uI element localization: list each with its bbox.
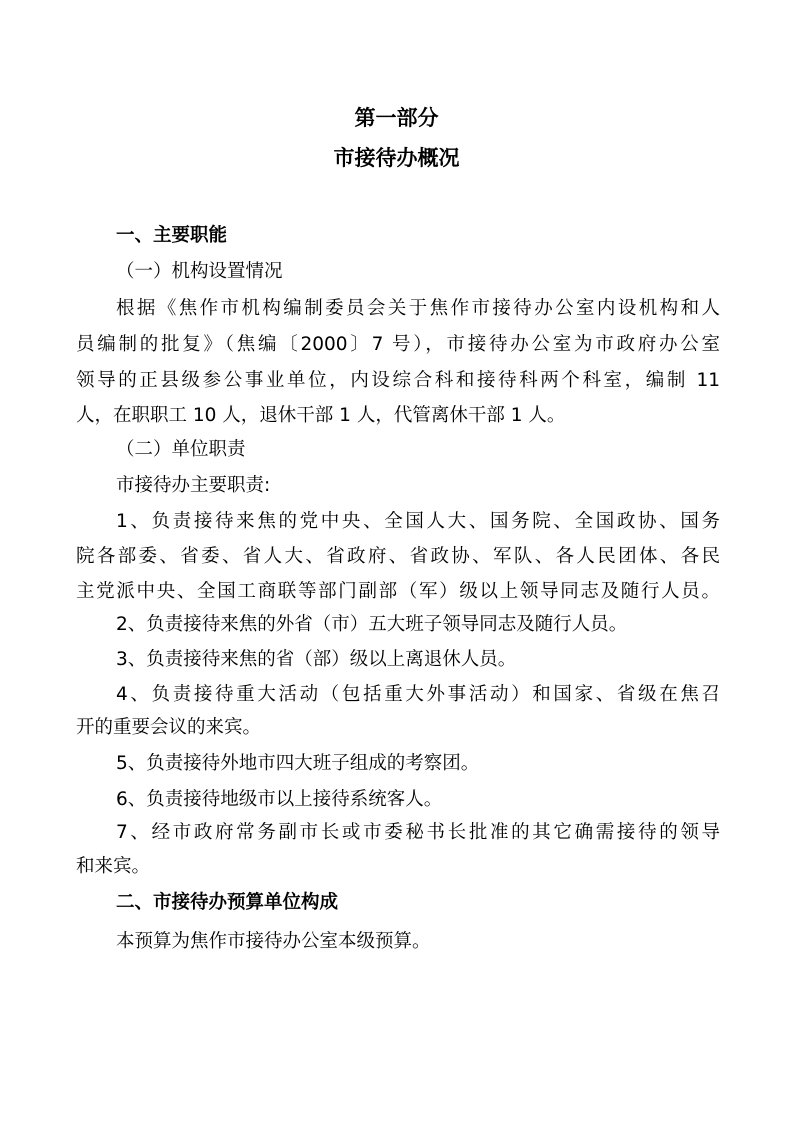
- part-title: 第一部分: [354, 106, 439, 130]
- subsection-heading-duties: （二）单位职责: [116, 439, 246, 460]
- duties-intro: 市接待办主要职责:: [116, 475, 271, 496]
- duty-line: 3、负责接待来焦的省（部）级以上离退休人员。: [116, 649, 517, 670]
- subsection-heading-organization: （一）机构设置情况: [116, 261, 283, 282]
- duty-line: 和来宾。: [76, 856, 151, 877]
- duty-line: 1、负责接待来焦的党中央、全国人大、国务院、全国政协、国务: [116, 511, 720, 532]
- budget-text: 本预算为焦作市接待办公室本级预算。: [116, 931, 431, 952]
- section-heading-main-functions: 一、主要职能: [116, 225, 228, 246]
- paragraph-line: 员编制的批复》（焦编〔2000〕7 号），市接待办公室为市政府办公室: [76, 334, 720, 355]
- duty-line: 主党派中央、全国工商联等部门副部（军）级以上领导同志及随行人员。: [76, 581, 720, 602]
- section-heading-budget-units: 二、市接待办预算单位构成: [116, 892, 339, 913]
- duty-line: 6、负责接待地级市以上接待系统客人。: [116, 789, 443, 810]
- paragraph-line: 领导的正县级参公事业单位，内设综合科和接待科两个科室，编制 11: [76, 370, 720, 391]
- duty-line: 4、负责接待重大活动（包括重大外事活动）和国家、省级在焦召: [116, 684, 720, 705]
- page-subtitle: 市接待办概况: [333, 146, 460, 170]
- duty-line: 院各部委、省委、省人大、省政府、省政协、军队、各人民团体、各民: [76, 546, 720, 567]
- paragraph-line: 根据《焦作市机构编制委员会关于焦作市接待办公室内设机构和人: [116, 298, 720, 319]
- duty-line: 7、经市政府常务副市长或市委秘书长批准的其它确需接待的领导: [116, 822, 720, 843]
- duty-line: 开的重要会议的来宾。: [76, 717, 262, 738]
- duty-line: 5、负责接待外地市四大班子组成的考察团。: [116, 753, 480, 774]
- duty-line: 2、负责接待来焦的外省（市）五大班子领导同志及随行人员。: [116, 614, 628, 635]
- paragraph-line: 人，在职职工 10 人，退休干部 1 人，代管离休干部 1 人。: [76, 405, 566, 426]
